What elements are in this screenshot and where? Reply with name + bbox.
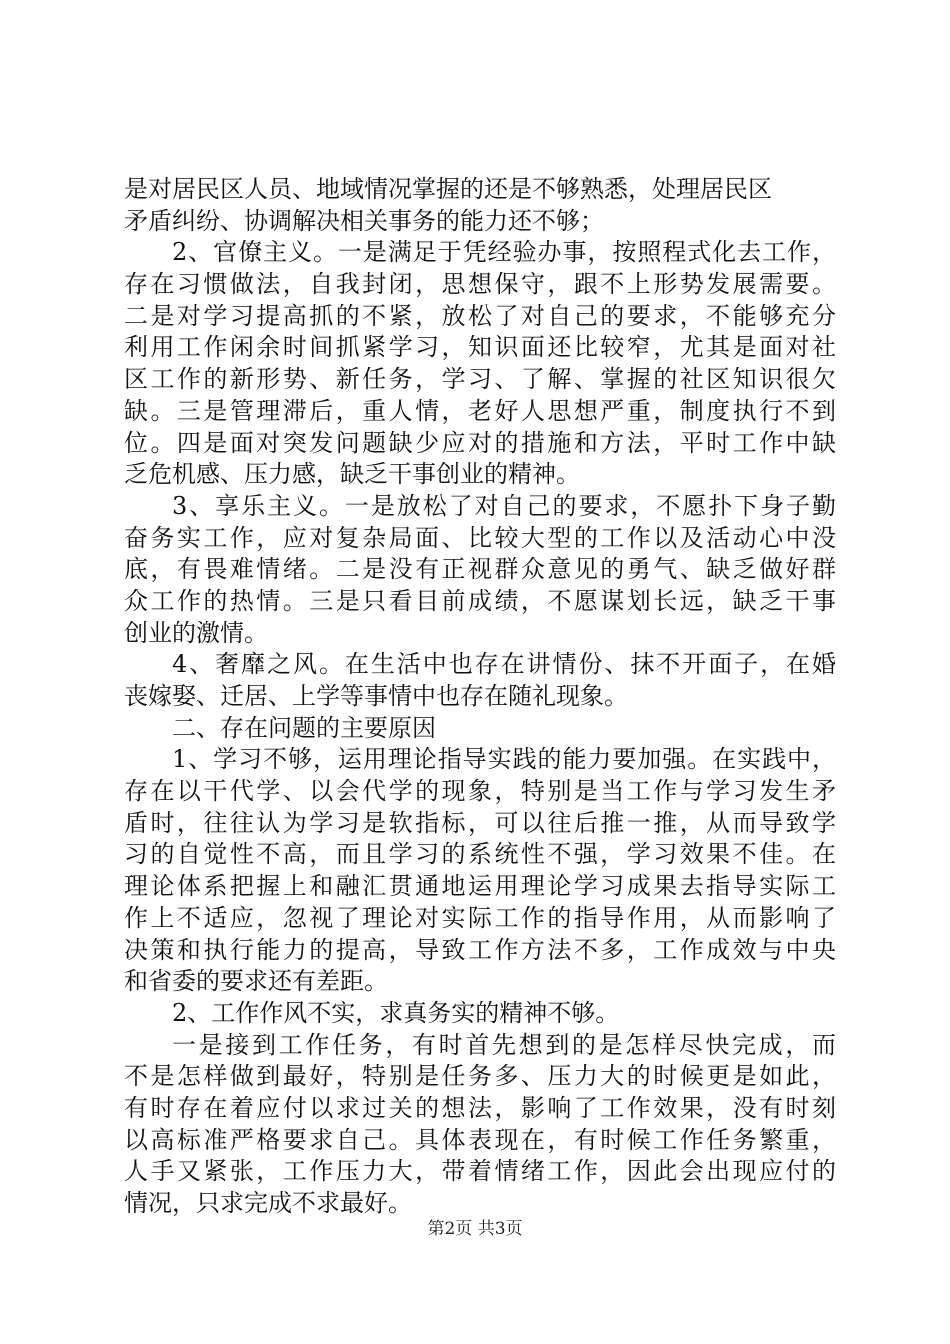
text-line: 二是对学习提高抓的不紧，放松了对自己的要求，不能够充分 [124, 301, 836, 330]
text-line: 底，有畏难情绪。二是没有正视群众意见的勇气、缺乏做好群 [124, 555, 836, 584]
text-line: 有时存在着应付以求过关的想法，影响了工作效果，没有时刻 [124, 1093, 836, 1122]
text-line: 是对居民区人员、地域情况掌握的还是不够熟悉，处理居民区 [124, 175, 772, 203]
paragraph-start-line: 1、学习不够，运用理论指导实践的能力要加强。在实践中， [172, 745, 836, 774]
text-line: 和省委的要求还有差距。 [124, 967, 388, 996]
text-line: 奋务实工作，应对复杂局面、比较大型的工作以及活动心中没 [124, 523, 836, 552]
text-line: 理论体系把握上和融汇贯通地运用理论学习成果去指导实际工 [124, 872, 836, 901]
text-line: 习的自觉性不高，而且学习的系统性不强，学习效果不佳。在 [124, 840, 836, 869]
text-line: 作上不适应，忽视了理论对实际工作的指导作用，从而影响了 [124, 903, 836, 932]
document-body [124, 174, 836, 1220]
text-line: 人手又紧张，工作压力大，带着情绪工作，因此会出现应付的 [124, 1157, 836, 1186]
text-line: 盾时，往往认为学习是软指标，可以往后推一推，从而导致学 [124, 808, 836, 837]
paragraph-start-line: 3、享乐主义。一是放松了对自己的要求，不愿扑下身子勤 [172, 491, 836, 520]
text-line: 丧嫁娶、迁居、上学等事情中也存在随礼现象。 [124, 682, 628, 710]
text-line: 利用工作闲余时间抓紧学习，知识面还比较窄，尤其是面对社 [124, 333, 836, 362]
paragraph-start-line: 4、奢靡之风。在生活中也存在讲情份、抹不开面子，在婚 [172, 650, 836, 679]
text-line: 缺。三是管理滞后，重人情，老好人思想严重，制度执行不到 [124, 396, 836, 425]
text-line: 区工作的新形势、新任务，学习、了解、掌握的社区知识很欠 [124, 365, 836, 394]
text-line: 众工作的热情。三是只看目前成绩，不愿谋划长远，缺乏干事 [124, 586, 836, 615]
text-line: 以高标准严格要求自己。具体表现在，有时候工作任务繁重， [124, 1125, 836, 1154]
section-heading: 二、存在问题的主要原因 [172, 713, 436, 742]
text-line: 存在以干代学、以会代学的现象，特别是当工作与学习发生矛 [124, 777, 836, 806]
text-line: 不是怎样做到最好，特别是任务多、压力大的时候更是如此， [124, 1062, 836, 1091]
text-line: 决策和执行能力的提高，导致工作方法不多，工作成效与中央 [124, 935, 836, 964]
page-footer [0, 1214, 950, 1239]
paragraph-start-line: 2、工作作风不实，求真务实的精神不够。 [172, 998, 620, 1027]
text-line: 情况，只求完成不求最好。 [124, 1189, 412, 1217]
text-line: 位。四是面对突发问题缺少应对的措施和方法，平时工作中缺 [124, 428, 836, 457]
paragraph-start-line: 一是接到工作任务，有时首先想到的是怎样尽快完成，而 [172, 1030, 836, 1059]
page-number: 第2页 共3页 [427, 1219, 523, 1239]
text-line: 乏危机感、压力感，缺乏干事创业的精神。 [124, 460, 580, 489]
text-line: 矛盾纠纷、协调解决相关事务的能力还不够； [124, 206, 604, 235]
paragraph-start-line: 2、官僚主义。一是满足于凭经验办事，按照程式化去工作， [172, 238, 836, 267]
text-line: 存在习惯做法，自我封闭，思想保守，跟不上形势发展需要。 [124, 270, 836, 299]
text-line: 创业的激情。 [124, 618, 268, 647]
